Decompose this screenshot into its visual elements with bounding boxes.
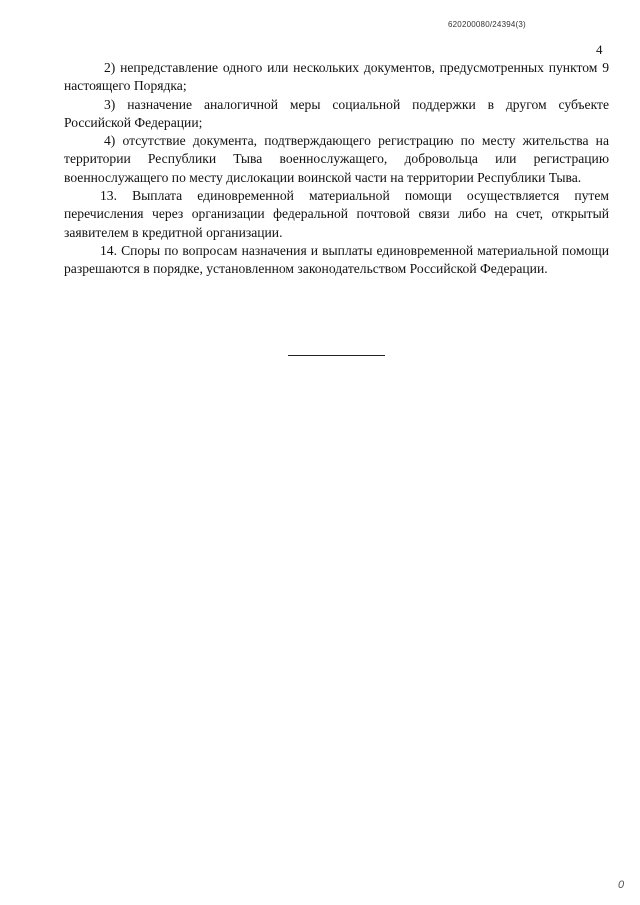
paragraph-item-13: 13. Выплата единовременной материальной помощи осуществляется путем перечисления через организации федеральной почтовой связи либо на счет, открытый заявителем в кредитной организации.: [64, 188, 609, 240]
closing-divider: [288, 355, 385, 356]
document-body: [64, 59, 609, 279]
paragraph-item-2: 2) непредставление одного или нескольких документов, предусмотренных пунктом 9 настоящего Порядка;: [64, 60, 609, 94]
paragraph-item-4: 4) отсутствие документа, подтверждающего регистрацию по месту жительства на территории Республики Тыва военнослужащего, добровольца или регистрацию военнослужащего по месту дислокации воинской части на территории Республики Тыва.: [64, 133, 609, 185]
page-number: 4: [596, 42, 603, 57]
corner-mark: 0: [618, 879, 625, 891]
paragraph-item-14: 14. Споры по вопросам назначения и выплаты единовременной материальной помощи разрешаются в порядке, установленном законодательством Российской Федерации.: [64, 242, 609, 277]
paragraph-item-3: 3) назначение аналогичной меры социальной поддержки в другом субъекте Российской Федерации;: [64, 96, 609, 130]
document-code: 620200080/24394(3): [448, 20, 526, 29]
